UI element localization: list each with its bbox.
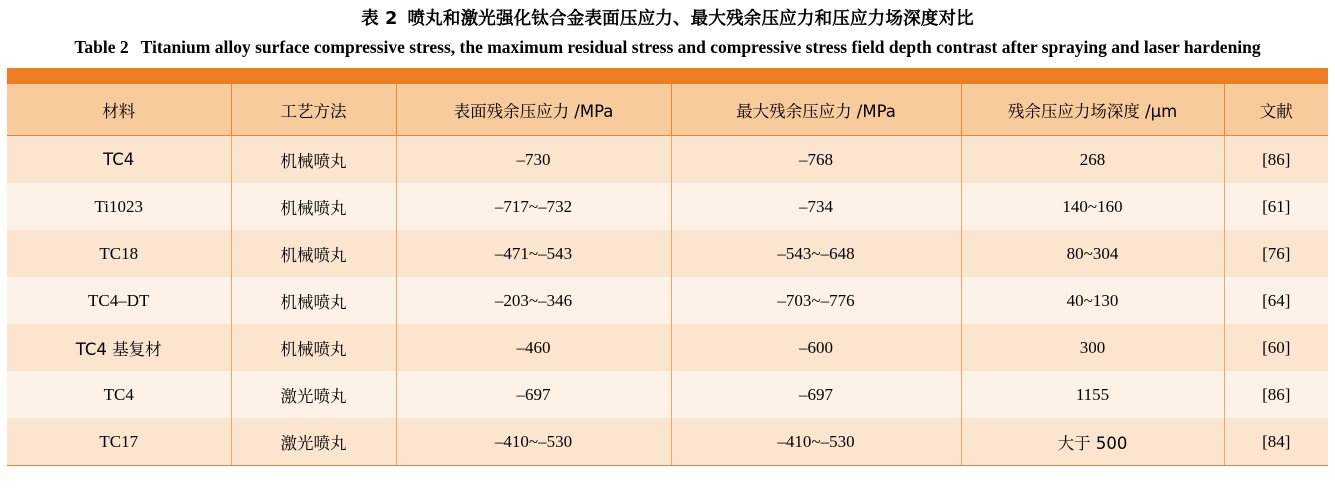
cell-surface-stress: –717~–732 [396,183,671,230]
header-cell-material: 材料 [7,84,231,136]
table-body [7,136,1328,466]
table-caption [0,0,1335,60]
caption-chinese-text: 喷丸和激光强化钛合金表面压应力、最大残余压应力和压应力场深度对比 [407,9,974,29]
table-row [7,418,1328,466]
cell-material: TC4 基复材 [7,324,231,371]
cell-max-stress: –543~–648 [671,230,961,277]
cell-surface-stress: –410~–530 [396,418,671,466]
table-row [7,324,1328,371]
header-cell-surface-stress: 表面残余压应力 /MPa [396,84,671,136]
caption-english-label: Table 2 [74,37,129,57]
cell-max-stress: –703~–776 [671,277,961,324]
cell-depth: 140~160 [961,183,1224,230]
caption-chinese-label: 表 2 [361,9,398,29]
cell-reference: [84] [1224,418,1328,466]
cell-process: 激光喷丸 [231,371,396,418]
cell-surface-stress: –730 [396,136,671,184]
table-row [7,183,1328,230]
cell-material: Ti1023 [7,183,231,230]
caption-chinese [0,6,1335,32]
cell-material: TC4 [7,371,231,418]
cell-process: 机械喷丸 [231,136,396,184]
cell-process: 机械喷丸 [231,277,396,324]
header-cell-reference: 文献 [1224,84,1328,136]
cell-max-stress: –697 [671,371,961,418]
cell-process: 机械喷丸 [231,324,396,371]
cell-reference: [86] [1224,371,1328,418]
cell-process: 机械喷丸 [231,183,396,230]
cell-process: 机械喷丸 [231,230,396,277]
caption-english-text: Titanium alloy surface compressive stress, the maximum residual stress and compressive stress field depth contrast after spraying and laser hardening [140,37,1261,57]
cell-max-stress: –410~–530 [671,418,961,466]
cell-process: 激光喷丸 [231,418,396,466]
cell-reference: [86] [1224,136,1328,184]
table-top-rule-cell [7,68,1328,84]
cell-depth: 40~130 [961,277,1224,324]
cell-reference: [60] [1224,324,1328,371]
table-header-row [7,84,1328,136]
cell-depth: 300 [961,324,1224,371]
header-cell-depth: 残余压应力场深度 /μm [961,84,1224,136]
cell-depth: 268 [961,136,1224,184]
cell-material: TC4 [7,136,231,184]
cell-reference: [61] [1224,183,1328,230]
cell-surface-stress: –460 [396,324,671,371]
cell-depth: 80~304 [961,230,1224,277]
table-row [7,277,1328,324]
data-table [7,68,1328,466]
cell-depth: 大于 500 [961,418,1224,466]
table-row [7,230,1328,277]
cell-reference: [64] [1224,277,1328,324]
table-row [7,371,1328,418]
cell-material: TC17 [7,418,231,466]
cell-surface-stress: –697 [396,371,671,418]
cell-reference: [76] [1224,230,1328,277]
cell-max-stress: –600 [671,324,961,371]
table-row [7,136,1328,184]
header-cell-process: 工艺方法 [231,84,396,136]
cell-max-stress: –768 [671,136,961,184]
cell-surface-stress: –203~–346 [396,277,671,324]
header-cell-max-stress: 最大残余压应力 /MPa [671,84,961,136]
caption-english [0,35,1335,60]
cell-material: TC4–DT [7,277,231,324]
table-top-rule [7,68,1328,84]
cell-depth: 1155 [961,371,1224,418]
cell-material: TC18 [7,230,231,277]
cell-max-stress: –734 [671,183,961,230]
cell-surface-stress: –471~–543 [396,230,671,277]
